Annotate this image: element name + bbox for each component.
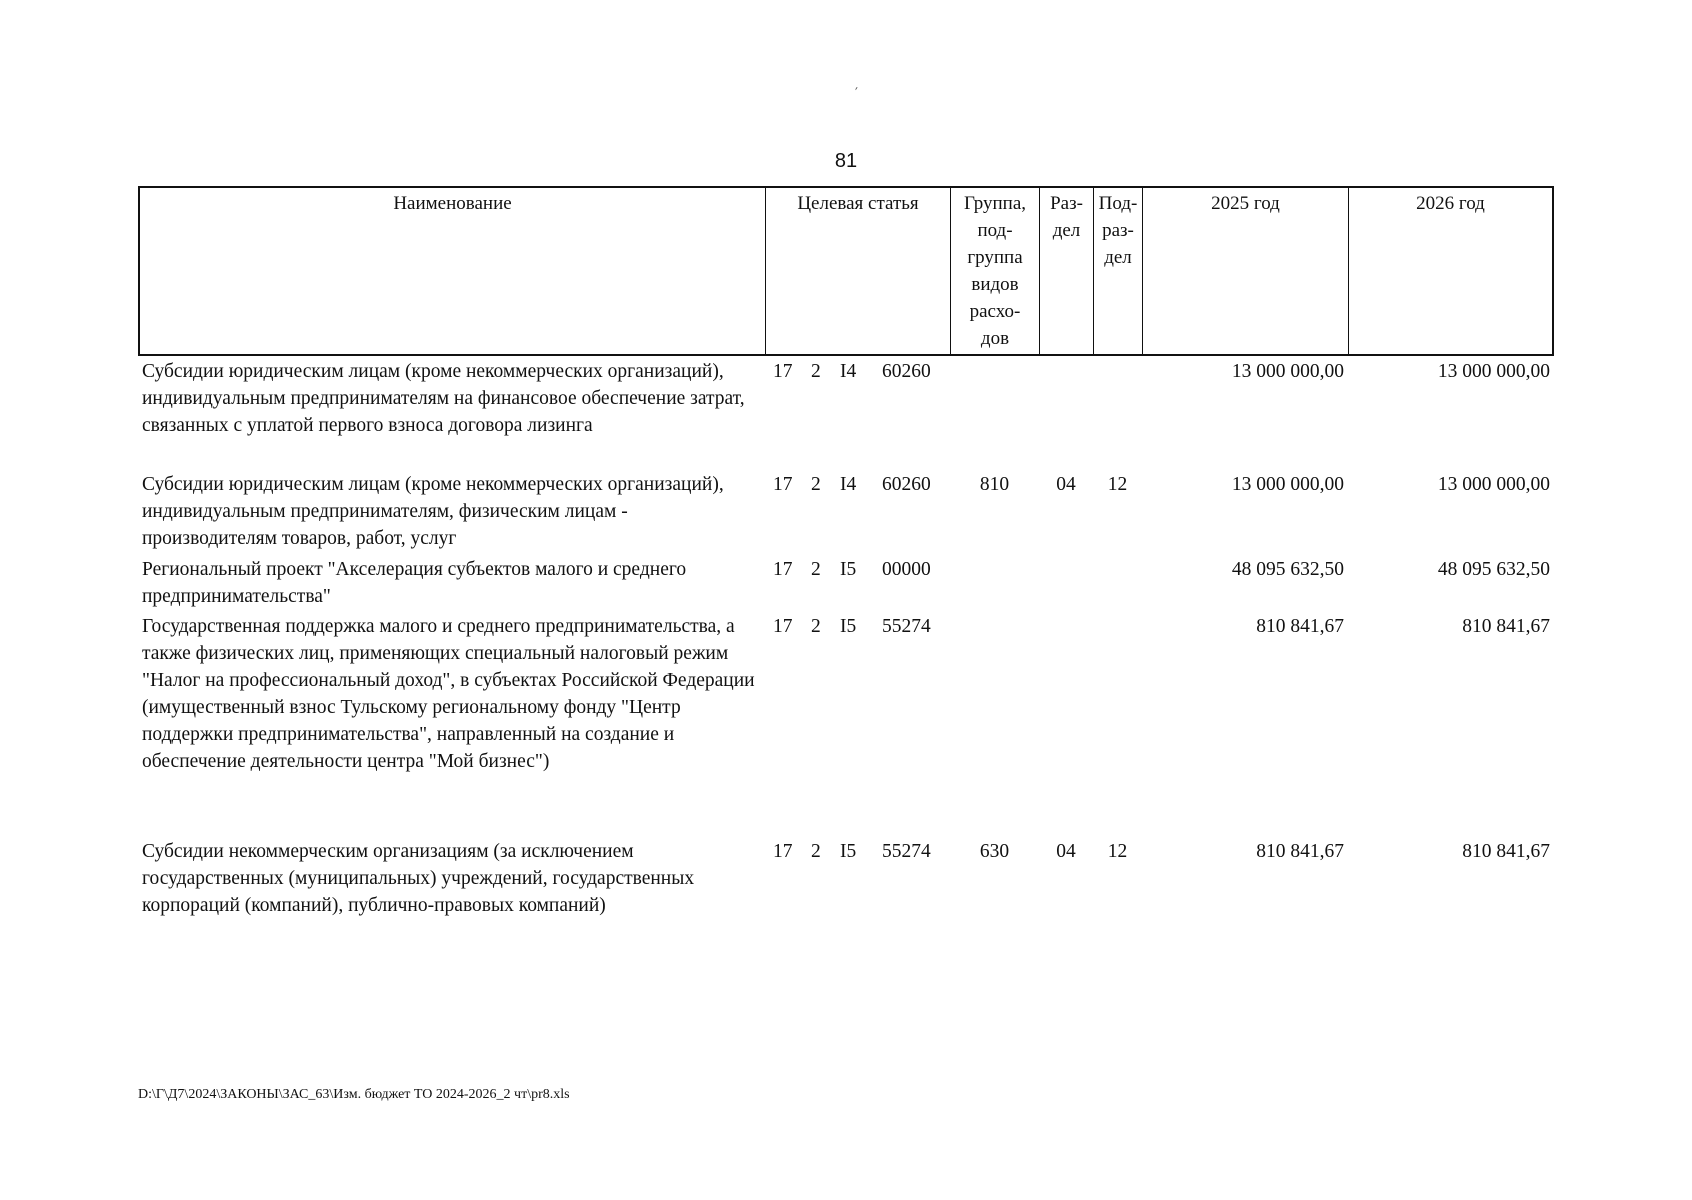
row-code-1: 17 [773,474,793,495]
header-group: Группа, под- группа видов расхо- дов [963,193,1027,349]
header-section: Раз- дел [1050,193,1083,241]
row-2025: 13 000 000,00 [1231,361,1344,382]
row-code-2: 2 [811,474,821,495]
row-name: Региональный проект "Акселерация субъектов малого и среднего предпринимательства" [142,559,687,607]
header-year1-col [1142,188,1348,354]
row-subsection: 12 [1107,474,1128,495]
row-code-4: 55274 [882,616,931,637]
scan-mark: ´ [853,85,863,102]
row-2025: 810 841,67 [1256,841,1344,862]
row-code-1: 17 [773,616,793,637]
row-group: 630 [979,841,1010,862]
header-subsection: Под- раз- дел [1098,193,1138,268]
row-2025: 48 095 632,50 [1231,559,1344,580]
row-section: 04 [1056,474,1076,495]
row-name: Субсидии юридическим лицам (кроме некоммерческих организаций), индивидуальным предпринимателям, физическим лицам - производителям товаров, работ, услуг [142,474,724,549]
header-year-2026: 2026 год [1416,193,1485,214]
header-target-col [765,188,950,354]
header-year2-col [1348,188,1552,354]
row-2026: 810 841,67 [1462,841,1550,862]
header-target-article: Целевая статья [797,193,919,214]
row-code-3: I5 [840,841,857,862]
header-section-col [1039,188,1093,354]
row-2026: 48 095 632,50 [1437,559,1550,580]
row-2026: 13 000 000,00 [1437,361,1550,382]
row-code-3: I5 [840,559,857,580]
row-name: Государственная поддержка малого и среднего предпринимательства, а также физических лиц, применяющих специальный налоговый режим "Налог на профессиональный доход", в субъектах Российской Федерации (имущественный взнос Тульскому региональному фонду "Центр поддержки предпринимательства", направленный на создание и обеспечение деятельности центра "Мой бизнес") [142,616,755,772]
row-name: Субсидии некоммерческим организациям (за исключением государственных (муниципальных) учреждений, государственных корпораций (компаний), публично-правовых компаний) [142,841,695,916]
row-2026: 810 841,67 [1462,616,1550,637]
table-header [138,186,1554,356]
row-group: 810 [979,474,1010,495]
row-code-2: 2 [811,616,821,637]
row-code-2: 2 [811,841,821,862]
row-code-3: I4 [840,474,857,495]
row-code-4: 60260 [882,361,931,382]
row-2026: 13 000 000,00 [1437,474,1550,495]
header-group-col [950,188,1039,354]
row-code-3: I5 [840,616,857,637]
page-number: 81 [834,150,858,172]
row-code-2: 2 [811,559,821,580]
row-subsection: 12 [1107,841,1128,862]
row-code-4: 55274 [882,841,931,862]
header-name-col [140,188,765,354]
row-code-1: 17 [773,559,793,580]
file-path-footer: D:\Г\Д7\2024\ЗАКОНЫ\ЗАС_63\Изм. бюджет ТО 2024-2026_2 чт\pr8.xls [138,1087,570,1102]
row-code-1: 17 [773,841,793,862]
row-code-3: I4 [840,361,857,382]
header-name: Наименование [393,193,512,214]
row-code-4: 60260 [882,474,931,495]
row-code-1: 17 [773,361,793,382]
row-2025: 810 841,67 [1256,616,1344,637]
row-code-4: 00000 [882,559,931,580]
row-code-2: 2 [811,361,821,382]
row-2025: 13 000 000,00 [1231,474,1344,495]
row-section: 04 [1056,841,1076,862]
header-subsection-col [1093,188,1142,354]
header-year-2025: 2025 год [1211,193,1280,214]
row-name: Субсидии юридическим лицам (кроме некоммерческих организаций), индивидуальным предпринимателям на финансовое обеспечение затрат, связанных с уплатой первого взноса договора лизинга [142,361,745,436]
